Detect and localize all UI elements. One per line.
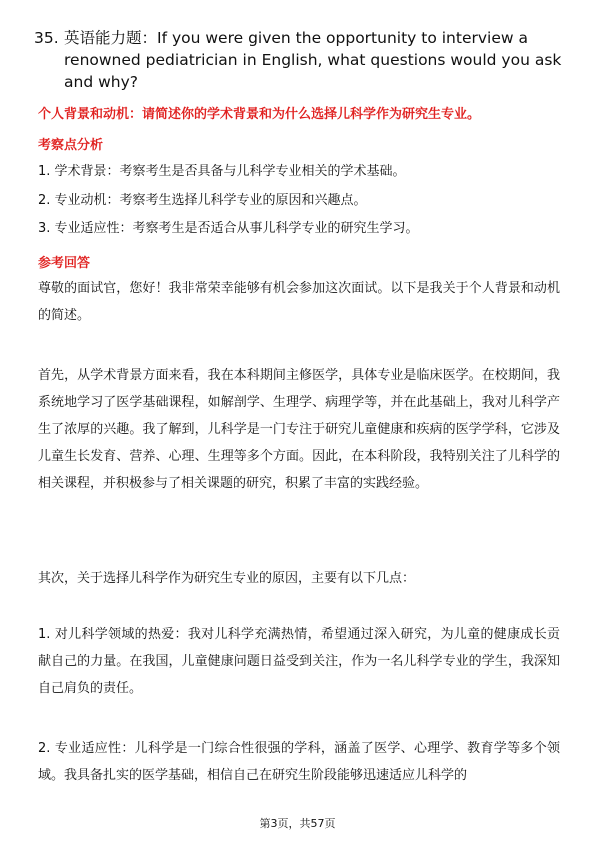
answer-paragraph-1: 尊敬的面试官，您好！我非常荣幸能够有机会参加这次面试。以下是我关于个人背景和动机的简述。 [38, 281, 560, 323]
page-footer: 第3页，共57页 [259, 817, 336, 830]
prompt-heading: 个人背景和动机：请简述你的学术背景和为什么选择儿科学作为研究生专业。 [38, 107, 481, 122]
answer-paragraph-3: 其次，关于选择儿科学作为研究生专业的原因，主要有以下几点： [38, 571, 416, 586]
analysis-heading: 考察点分析 [38, 138, 104, 153]
answer-heading: 参考回答 [38, 256, 91, 271]
answer-paragraph-4: 1. 对儿科学领域的热爱：我对儿科学充满热情，希望通过深入研究，为儿童的健康成长贡献自己的力量。在我国，儿童健康问题日益受到关注，作为一名儿科学专业的学生，我深知自己肩负的责任。 [38, 627, 560, 696]
answer-paragraph-5: 2. 专业适应性：儿科学是一门综合性很强的学科，涵盖了医学、心理学、教育学等多个领域。我具备扎实的医学基础，相信自己在研究生阶段能够迅速适应儿科学的 [38, 741, 560, 783]
question-block [34, 27, 564, 93]
analysis-item-3: 3. 专业适应性：考察考生是否适合从事儿科学专业的研究生学习。 [38, 221, 419, 236]
analysis-item-1: 1. 学术背景：考察考生是否具备与儿科学专业相关的学术基础。 [38, 164, 406, 179]
question-text: 英语能力题：If you were given the opportunity to interview a renowned pediatrician in English, what questions would you ask and why? [64, 29, 562, 91]
analysis-item-2: 2. 专业动机：考察考生选择儿科学专业的原因和兴趣点。 [38, 193, 367, 208]
question-number: 35. [34, 29, 59, 47]
answer-paragraph-2: 首先，从学术背景方面来看，我在本科期间主修医学，具体专业是临床医学。在校期间，我系统地学习了医学基础课程，如解剖学、生理学、病理学等，并在此基础上，我对儿科学产生了浓厚的兴趣。我了解到，儿科学是一门专注于研究儿童健康和疾病的医学学科，它涉及儿童生长发育、营养、心理、生理等多个方面。因此，在本科阶段，我特别关注了儿科学的相关课程，并积极参与了相关课题的研究，积累了丰富的实践经验。 [38, 368, 560, 491]
